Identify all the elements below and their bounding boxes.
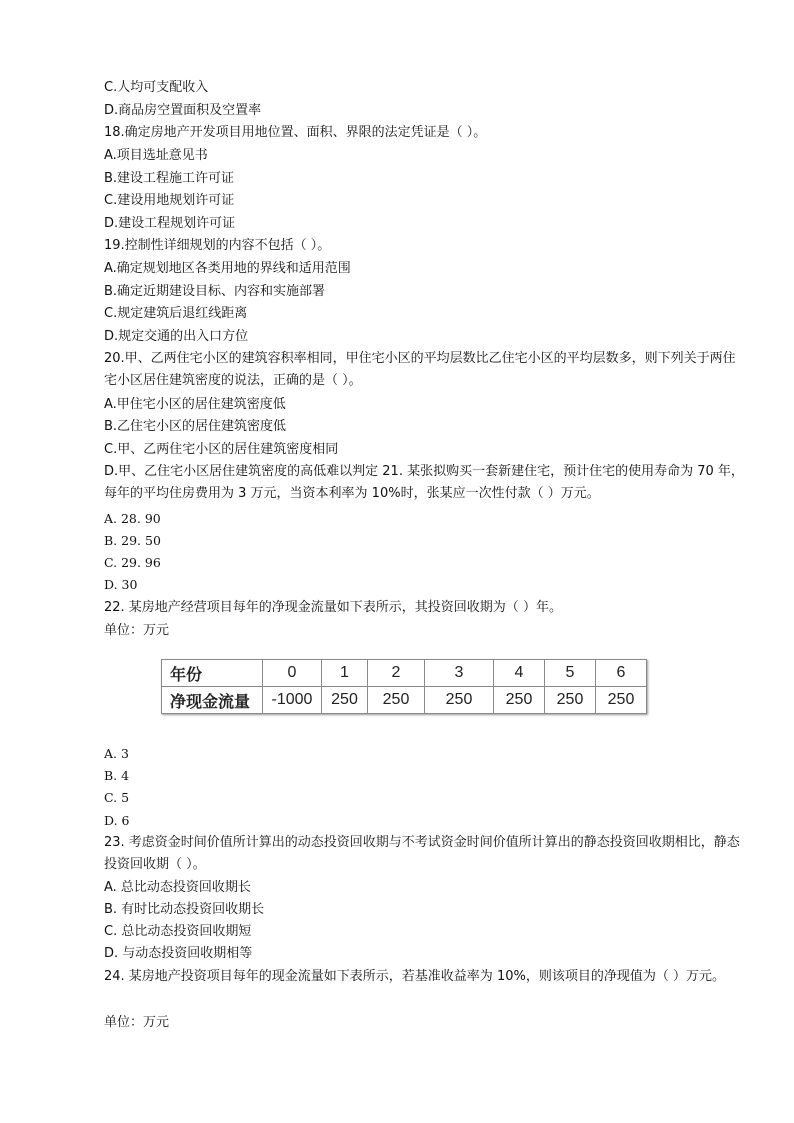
table-value-cell: 250 (322, 687, 368, 714)
table-year-cell: 6 (596, 660, 647, 687)
table-year-cell: 5 (545, 660, 596, 687)
q23-option-b: B. 有时比动态投资回收期长 (104, 902, 265, 917)
q22-stem: 22. 某房地产经营项目每年的净现金流量如下表所示，其投资回收期为（ ）年。 (104, 600, 562, 615)
q20-option-b: B.乙住宅小区的居住建筑密度低 (104, 419, 287, 434)
q22-option-a: A. 3 (104, 746, 129, 761)
q18-stem: 18.确定房地产开发项目用地位置、面积、界限的法定凭证是（ ）。 (104, 125, 487, 140)
q22-unit: 单位：万元 (104, 623, 170, 638)
q21-option-a: A. 28. 90 (104, 511, 161, 526)
table-value-cell: 250 (368, 687, 425, 714)
table-value-cell: 250 (545, 687, 596, 714)
q22-option-d: D. 6 (104, 813, 130, 828)
table-year-cell: 2 (368, 660, 425, 687)
table-year-cell: 3 (425, 660, 494, 687)
table-year-cell: 4 (494, 660, 545, 687)
q24-unit: 单位：万元 (104, 1015, 170, 1030)
q23-option-d: D. 与动态投资回收期相等 (104, 946, 253, 961)
table-value-cell: 250 (596, 687, 647, 714)
q20-option-d-and-q21-stem: D.甲、乙住宅小区居住建筑密度的高低难以判定 21. 某张拟购买一套新建住宅，预计住宅的使用寿命为 70 年，每年的平均住房费用为 3 万元，当资本利率为 10%时，张某应一次性付款（ ）万元。 (104, 464, 744, 501)
table-value-cell: 250 (425, 687, 494, 714)
q19-stem: 19.控制性详细规划的内容不包括（ ）。 (104, 238, 331, 253)
table-year-cell: 1 (322, 660, 368, 687)
table-value-row (162, 687, 647, 714)
q17-option-c: C.人均可支配收入 (104, 80, 209, 95)
q22-option-c: C. 5 (104, 790, 130, 805)
q18-option-c: C.建设用地规划许可证 (104, 193, 235, 208)
table-value-cell: 250 (494, 687, 545, 714)
q20-stem: 20.甲、乙两住宅小区的建筑容积率相同，甲住宅小区的平均层数比乙住宅小区的平均层数多，则下列关于两住宅小区居住建筑密度的说法，正确的是（ ）。 (104, 351, 736, 388)
cash-flow-table (161, 659, 647, 714)
q18-option-b: B.建设工程施工许可证 (104, 171, 235, 186)
q20-option-c: C.甲、乙两住宅小区的居住建筑密度相同 (104, 442, 339, 457)
q19-option-c: C.规定建筑后退红线距离 (104, 306, 248, 321)
table-row-label: 净现金流量 (162, 687, 263, 714)
q21-option-d: D. 30 (104, 577, 138, 592)
q24-stem: 24. 某房地产投资项目每年的现金流量如下表所示，若基准收益率为 10%，则该项目的净现值为（ ）万元。 (104, 969, 725, 984)
q21-option-c: C. 29. 96 (104, 555, 161, 570)
q17-option-d: D.商品房空置面积及空置率 (104, 103, 262, 118)
q18-option-a: A.项目选址意见书 (104, 148, 208, 163)
q21-option-b: B. 29. 50 (104, 533, 161, 548)
q19-option-b: B.确定近期建设目标、内容和实施部署 (104, 284, 326, 299)
q20-option-a: A.甲住宅小区的居住建筑密度低 (104, 397, 286, 412)
q23-option-c: C. 总比动态投资回收期短 (104, 924, 252, 939)
table-value-cell: -1000 (263, 687, 322, 714)
table-year-cell: 0 (263, 660, 322, 687)
table-header-label: 年份 (162, 660, 263, 687)
q19-option-a: A.确定规划地区各类用地的界线和适用范围 (104, 261, 351, 276)
q18-option-d: D.建设工程规划许可证 (104, 216, 236, 231)
q23-stem: 23. 考虑资金时间价值所计算出的动态投资回收期与不考试资金时间价值所计算出的静态投资回收期相比，静态投资回收期（ ）。 (104, 835, 740, 872)
q23-option-a: A. 总比动态投资回收期长 (104, 880, 251, 895)
q22-option-b: B. 4 (104, 768, 130, 783)
q19-option-d: D.规定交通的出入口方位 (104, 329, 249, 344)
table-header-row (162, 660, 647, 687)
